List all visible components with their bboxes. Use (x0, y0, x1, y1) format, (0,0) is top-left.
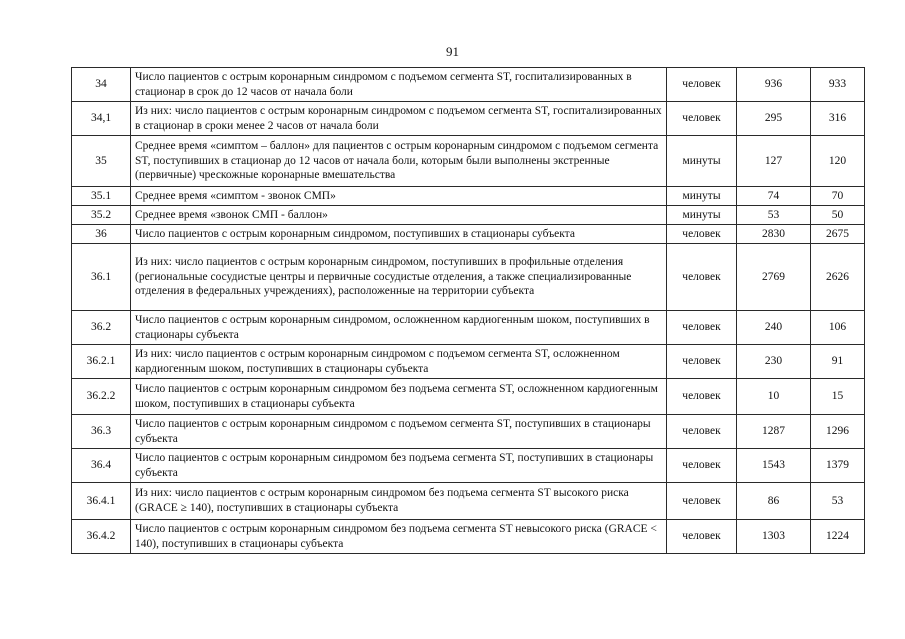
row-number: 36.4.1 (72, 483, 131, 520)
row-description: Среднее время «симптом - звонок СМП» (131, 187, 667, 206)
row-unit: человек (667, 449, 737, 483)
row-value-2: 120 (811, 136, 865, 187)
table-row (72, 244, 865, 311)
row-description: Число пациентов с острым коронарным синдромом без подъема сегмента ST невысокого риска (GRACE < 140), поступивших в стационары субъекта (131, 520, 667, 554)
row-number: 35.1 (72, 187, 131, 206)
row-unit: минуты (667, 136, 737, 187)
row-description: Число пациентов с острым коронарным синдромом без подъема сегмента ST, осложненном кардиогенным шоком, поступивших в стационары субъекта (131, 379, 667, 415)
row-value-1: 86 (737, 483, 811, 520)
row-value-1: 2830 (737, 225, 811, 244)
row-description: Из них: число пациентов с острым коронарным синдромом без подъема сегмента ST высокого риска (GRACE ≥ 140), поступивших в стационары субъекта (131, 483, 667, 520)
row-number: 34 (72, 68, 131, 102)
table-row (72, 187, 865, 206)
row-description: Число пациентов с острым коронарным синдромом с подъемом сегмента ST, поступивших в стационары субъекта (131, 415, 667, 449)
row-value-2: 933 (811, 68, 865, 102)
row-description: Среднее время «симптом – баллон» для пациентов с острым коронарным синдромом с подъемом сегмента ST, поступивших в стационар до 12 часов от начала боли, которым были выполнены экстренные (первичные) чрескожные коронарные вмешательства (131, 136, 667, 187)
table-row (72, 520, 865, 554)
table-row (72, 206, 865, 225)
row-value-1: 1543 (737, 449, 811, 483)
row-description: Число пациентов с острым коронарным синдромом, поступивших в стационары субъекта (131, 225, 667, 244)
row-value-1: 1303 (737, 520, 811, 554)
row-value-1: 127 (737, 136, 811, 187)
row-value-1: 2769 (737, 244, 811, 311)
row-number: 34,1 (72, 102, 131, 136)
row-value-2: 1379 (811, 449, 865, 483)
row-unit: минуты (667, 187, 737, 206)
row-value-2: 50 (811, 206, 865, 225)
row-number: 35.2 (72, 206, 131, 225)
row-unit: человек (667, 225, 737, 244)
page-number: 91 (446, 44, 459, 59)
table-row (72, 136, 865, 187)
row-unit: человек (667, 244, 737, 311)
row-unit: человек (667, 520, 737, 554)
row-unit: человек (667, 379, 737, 415)
row-unit: человек (667, 102, 737, 136)
row-number: 36.2 (72, 311, 131, 345)
row-description: Из них: число пациентов с острым коронарным синдромом с подъемом сегмента ST, осложненном кардиогенным шоком, поступивших в стационары субъекта (131, 345, 667, 379)
row-unit: человек (667, 415, 737, 449)
row-value-2: 1296 (811, 415, 865, 449)
table-row (72, 345, 865, 379)
row-value-1: 230 (737, 345, 811, 379)
row-value-1: 74 (737, 187, 811, 206)
table-row (72, 68, 865, 102)
row-description: Из них: число пациентов с острым коронарным синдромом, поступивших в профильные отделения (региональные сосудистые центры и первичные сосудистые отделения, а также специализированные отделения в федеральных учреждениях), расположенные на территории субъекта (131, 244, 667, 311)
row-unit: минуты (667, 206, 737, 225)
row-number: 36.2.2 (72, 379, 131, 415)
table-row (72, 379, 865, 415)
row-number: 36.2.1 (72, 345, 131, 379)
table-row (72, 415, 865, 449)
row-number: 36.4.2 (72, 520, 131, 554)
row-value-1: 1287 (737, 415, 811, 449)
row-value-2: 316 (811, 102, 865, 136)
row-unit: человек (667, 345, 737, 379)
row-unit: человек (667, 483, 737, 520)
row-value-1: 240 (737, 311, 811, 345)
row-value-1: 53 (737, 206, 811, 225)
table-row (72, 311, 865, 345)
table-row (72, 225, 865, 244)
row-value-2: 2675 (811, 225, 865, 244)
row-description: Число пациентов с острым коронарным синдромом, осложненном кардиогенным шоком, поступивших в стационары субъекта (131, 311, 667, 345)
row-value-2: 53 (811, 483, 865, 520)
row-description: Число пациентов с острым коронарным синдромом с подъемом сегмента ST, госпитализированных в стационар в срок до 12 часов от начала боли (131, 68, 667, 102)
row-value-2: 91 (811, 345, 865, 379)
statistics-table (71, 67, 865, 554)
row-number: 36.1 (72, 244, 131, 311)
row-number: 36.3 (72, 415, 131, 449)
row-value-2: 2626 (811, 244, 865, 311)
row-description: Из них: число пациентов с острым коронарным синдромом с подъемом сегмента ST, госпитализированных в стационар в сроки менее 2 часов от начала боли (131, 102, 667, 136)
row-value-2: 1224 (811, 520, 865, 554)
table-row (72, 483, 865, 520)
row-value-2: 70 (811, 187, 865, 206)
row-unit: человек (667, 68, 737, 102)
row-value-1: 295 (737, 102, 811, 136)
row-number: 36 (72, 225, 131, 244)
row-number: 36.4 (72, 449, 131, 483)
table-row (72, 102, 865, 136)
row-value-1: 936 (737, 68, 811, 102)
row-number: 35 (72, 136, 131, 187)
row-unit: человек (667, 311, 737, 345)
row-description: Число пациентов с острым коронарным синдромом без подъема сегмента ST, поступивших в стационары субъекта (131, 449, 667, 483)
row-value-2: 106 (811, 311, 865, 345)
row-value-1: 10 (737, 379, 811, 415)
table-row (72, 449, 865, 483)
row-description: Среднее время «звонок СМП - баллон» (131, 206, 667, 225)
row-value-2: 15 (811, 379, 865, 415)
